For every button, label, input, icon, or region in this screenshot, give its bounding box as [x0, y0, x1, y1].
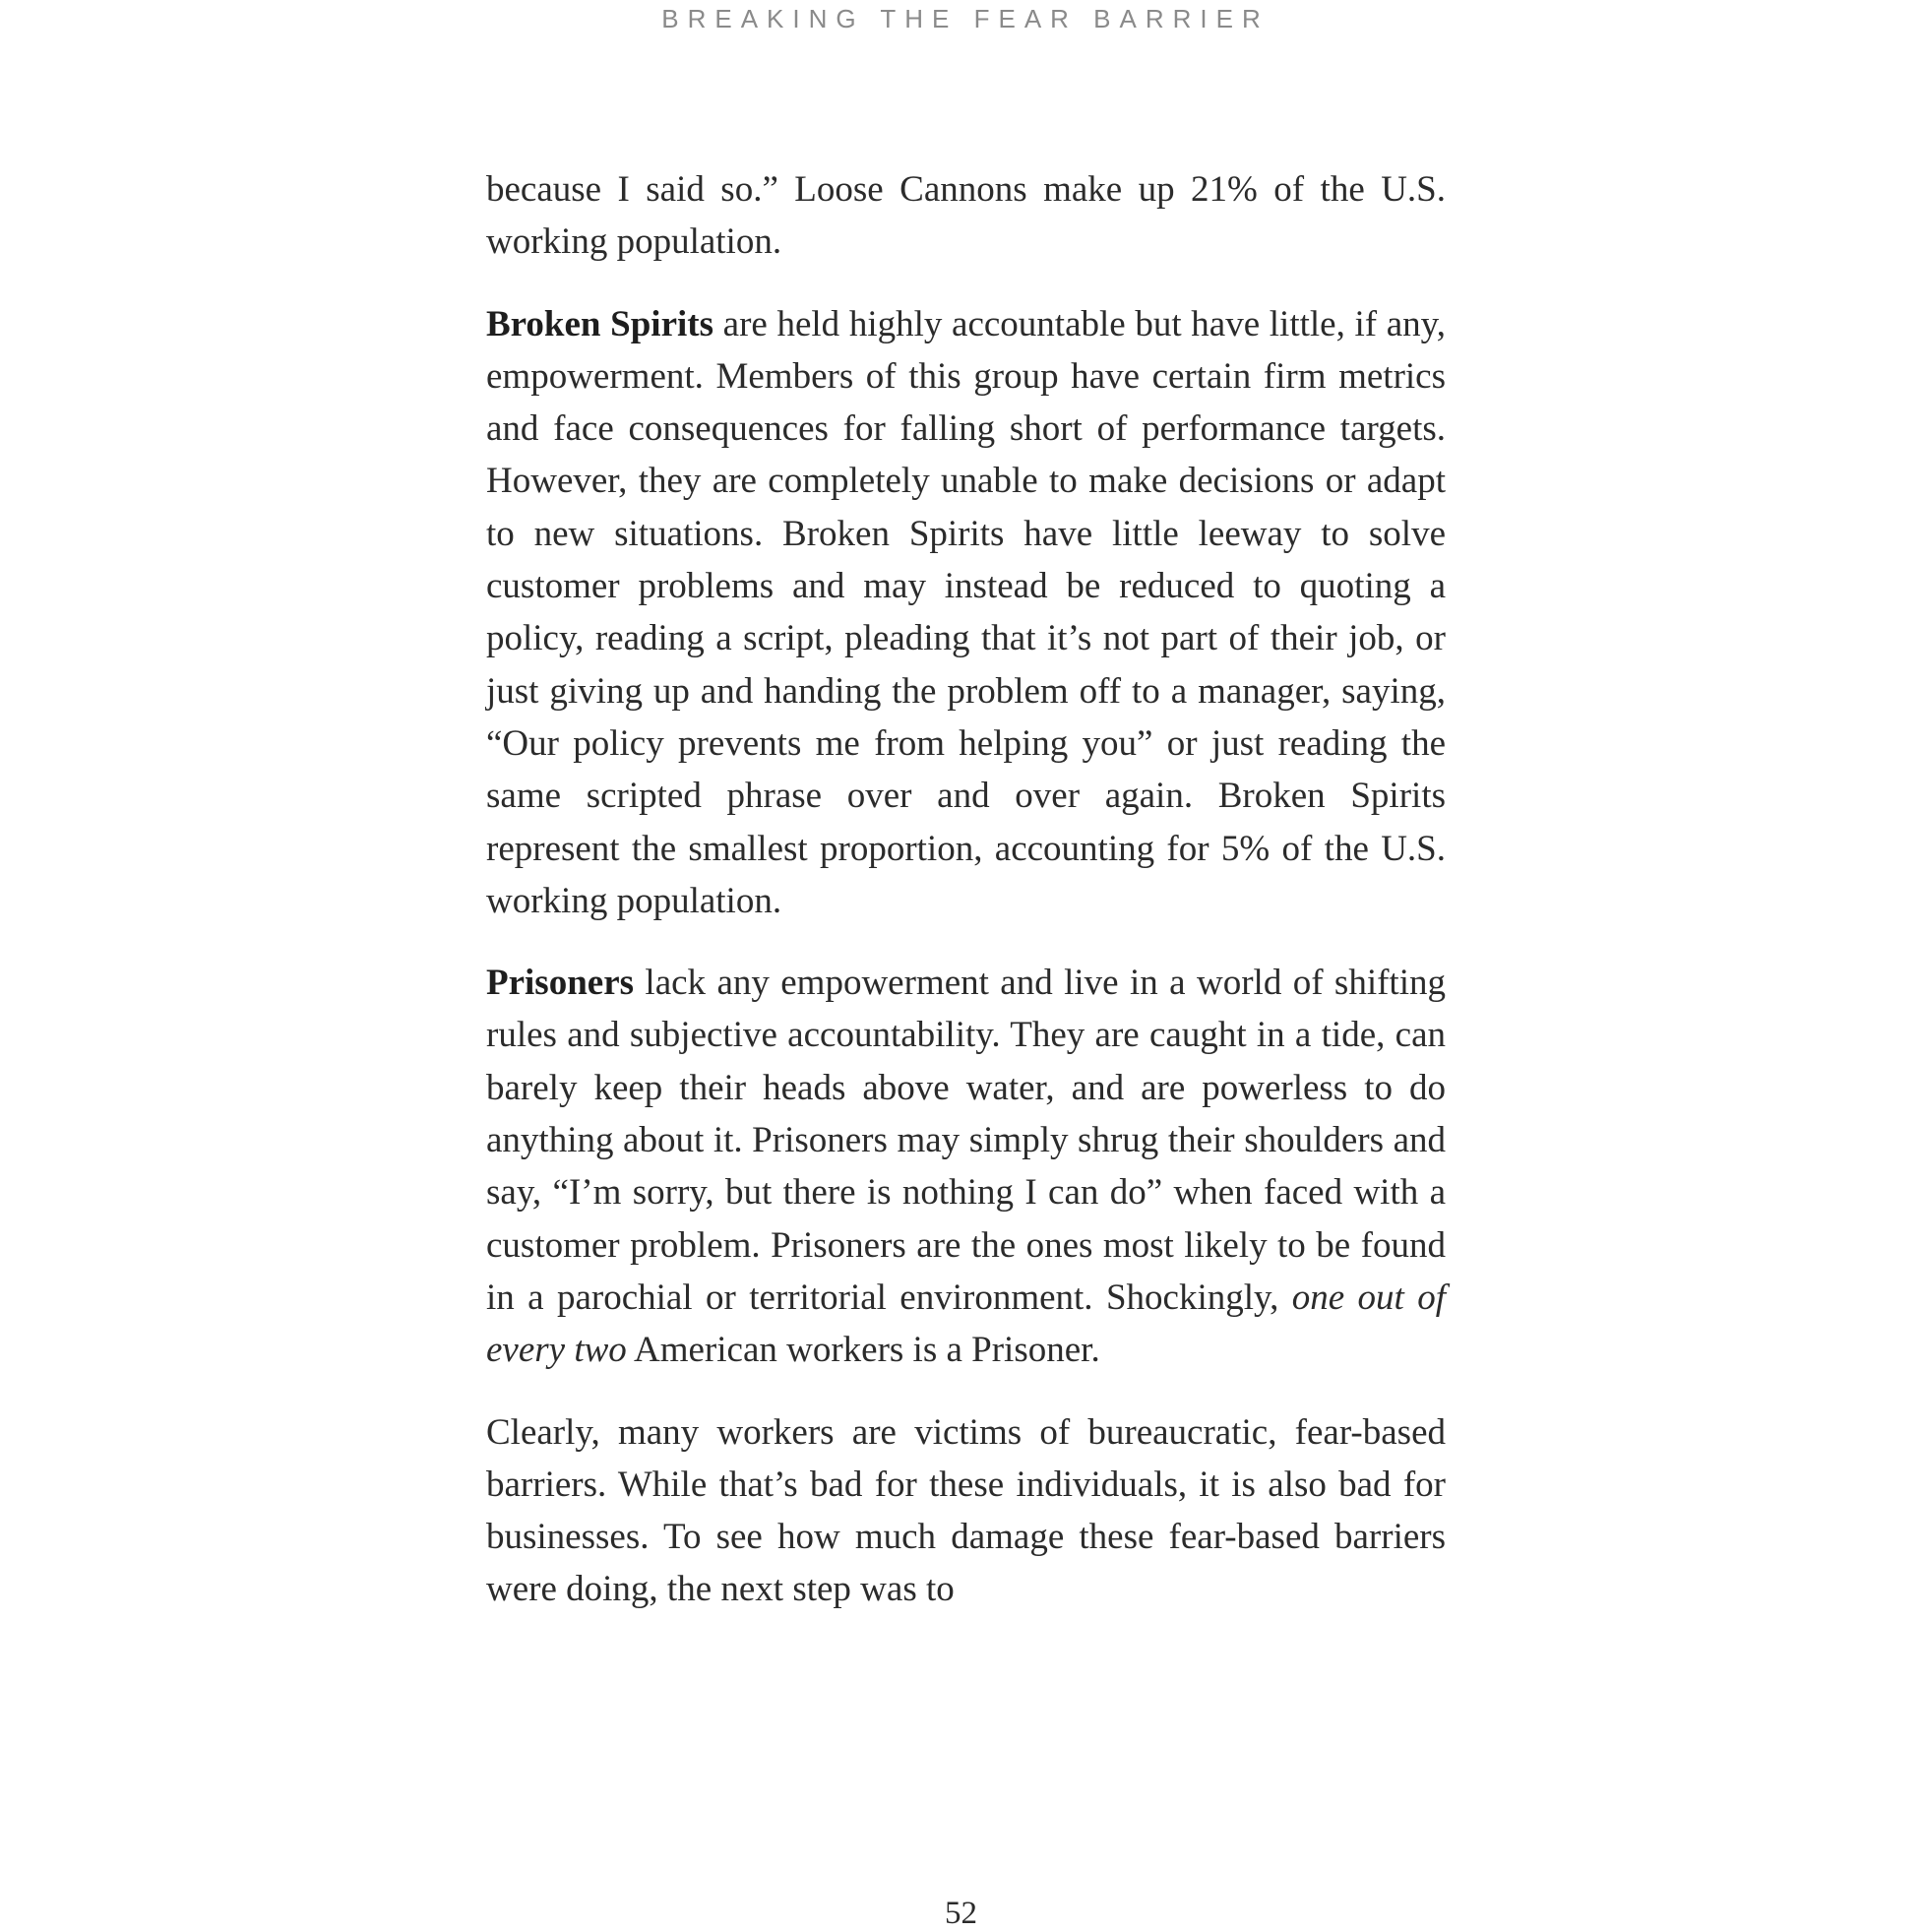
term-prisoners: Prisoners — [486, 963, 635, 1004]
paragraph-broken-spirits — [486, 298, 1446, 928]
term-broken-spirits: Broken Spirits — [486, 303, 714, 344]
paragraph-text: Clearly, many workers are victims of bureaucratic, fear-based barriers. While that’s bad for these individuals, it is also bad for businesses. To see how much damage these fear-based barriers were doing, the next step was to — [486, 1411, 1446, 1610]
paragraph-text: lack any empowerment and live in a world of shifting rules and subjective accountability. They are caught in a tide, can barely keep their heads above water, and are powerless to do anything about it. Prisoners may simply shrug their shoulders and say, “I’m sorry, but there is nothing I can do” when faced with a customer problem. Prisoners are the ones most likely to be found in a parochial or territorial environment. Shockingly, — [486, 963, 1446, 1318]
paragraph-text: are held highly accountable but have little, if any, empowerment. Members of this group have certain firm metrics and face consequences for falling short of performance targets. However, they are completely unable to make decisions or adapt to new situations. Broken Spirits have little leeway to solve customer problems and may instead be reduced to quoting a policy, reading a script, pleading that it’s not part of their job, or just giving up and handing the problem off to a manager, saying, “Our policy prevents me from helping you” or just reading the same scripted phrase over and over again. Broken Spirits represent the smallest proportion, accounting for 5% of the U.S. working population. — [486, 303, 1446, 921]
paragraph-text: American workers is a Prisoner. — [626, 1330, 1100, 1371]
page-number: 52 — [945, 1896, 977, 1931]
body-text — [486, 163, 1446, 1616]
running-head: BREAKING THE FEAR BARRIER — [661, 4, 1270, 33]
emphasis-text: one out of every two — [486, 1277, 1447, 1371]
paragraph-text: because I said so.” Loose Cannons make up 21% of the U.S. working population. — [486, 169, 1446, 263]
paragraph-loose-cannons-end — [486, 163, 1446, 269]
paragraph-conclusion — [486, 1406, 1446, 1616]
paragraph-prisoners — [486, 957, 1446, 1376]
